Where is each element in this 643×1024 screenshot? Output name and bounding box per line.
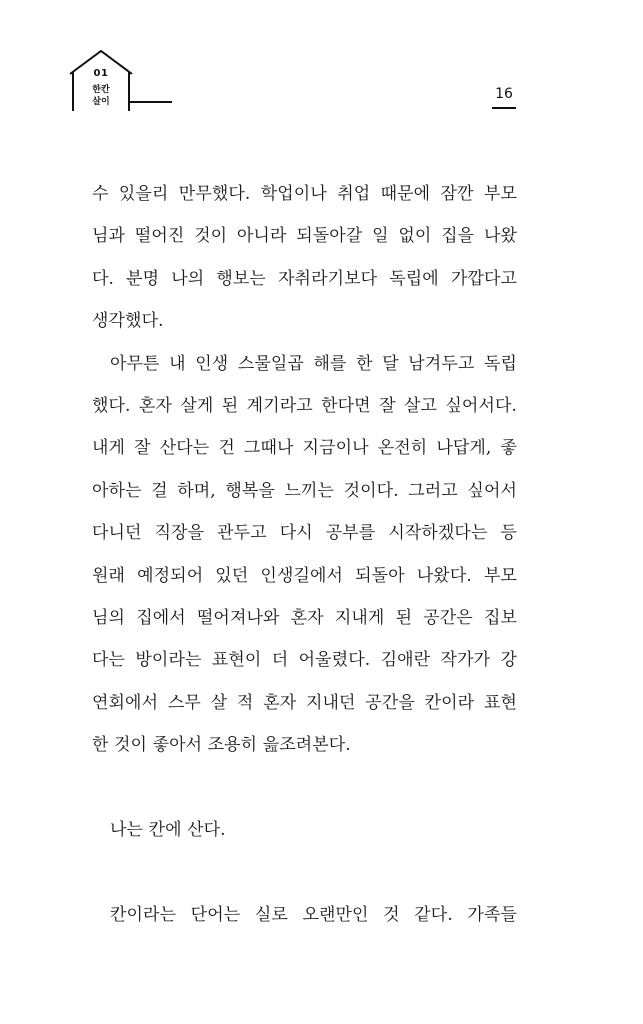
- text-line: 나는 칸에 산다.: [110, 819, 226, 840]
- text-line: 생각했다.: [92, 311, 164, 332]
- page-number-underline: [492, 107, 516, 109]
- text-line: 님과 떨어진 것이 아니라 되돌아갈 일 없이 집을 나왔: [92, 226, 517, 247]
- chapter-title-line2: 살이: [92, 97, 110, 107]
- text-line: 한 것이 좋아서 조용히 읊조려본다.: [92, 735, 351, 756]
- chapter-title-line1: 한칸: [92, 85, 110, 95]
- text-line: 수 있을리 만무했다. 학업이나 취업 때문에 잠깐 부모: [92, 184, 517, 204]
- body-text: [92, 173, 517, 936]
- page-number: 16: [495, 86, 513, 102]
- text-line: 칸이라는 단어는 실로 오랜만인 것 같다. 가족들: [110, 904, 517, 925]
- paragraph-gap: [92, 766, 517, 808]
- text-line: 원래 예정되어 있던 인생길에서 되돌아 나왔다. 부모: [92, 565, 517, 586]
- text-line: 다니던 직장을 관두고 다시 공부를 시작하겠다는 등: [92, 523, 517, 544]
- text-line: 다는 방이라는 표현이 더 어울렸다. 김애란 작가가 강: [92, 650, 517, 671]
- chapter-number: 01: [93, 68, 109, 79]
- text-line: 연회에서 스무 살 적 혼자 지내던 공간을 칸이라 표현: [92, 692, 517, 713]
- text-line: 아하는 걸 하며, 행복을 느끼는 것이다. 그러고 싶어서: [92, 480, 517, 501]
- text-line: 님의 집에서 떨어져나와 혼자 지내게 된 공간은 집보: [92, 607, 517, 628]
- chapter-logo: [68, 48, 178, 114]
- text-line: 내게 잘 산다는 건 그때나 지금이나 온전히 나답게, 좋: [92, 438, 517, 459]
- text-line: 다. 분명 나의 행보는 자취라기보다 독립에 가깝다고: [92, 268, 517, 289]
- text-line: 했다. 혼자 살게 된 계기라고 한다면 잘 살고 싶어서다.: [92, 395, 517, 416]
- paragraph-gap: [92, 851, 517, 893]
- text-line: 아무튼 내 인생 스물일곱 해를 한 달 남겨두고 독립: [110, 353, 517, 374]
